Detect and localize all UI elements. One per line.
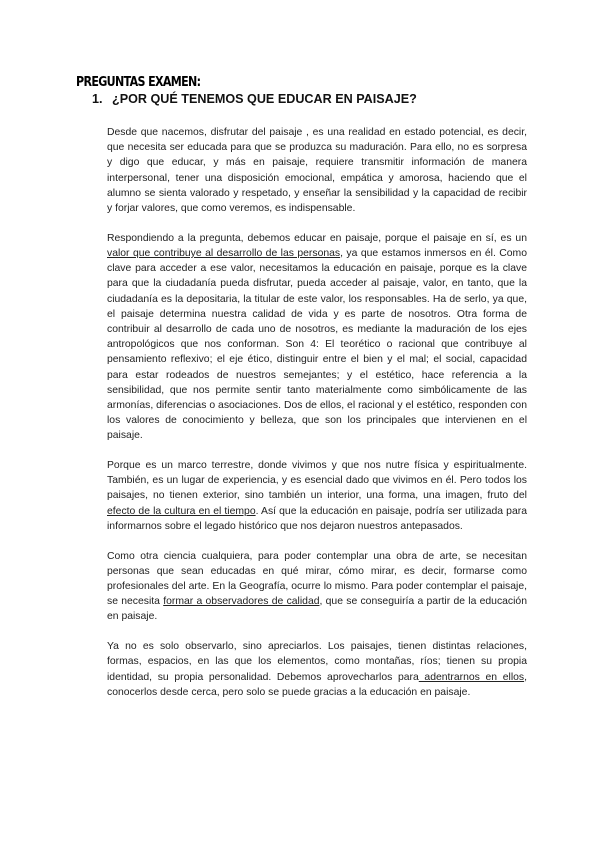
paragraph-1 <box>107 125 527 216</box>
paragraph-4-underlined: formar a observadores de calidad <box>163 596 320 608</box>
paragraph-2-text-b: , ya que estamos inmersos en él. Como clave para acceder a ese valor, necesitamos la educación en paisaje, porque es la clave para que la ciudadanía pueda disfrutar, pueda acceder al paisaje, valor, en tanto, que la ciudadanía es la depositaria, la titular de este valor, los responsables. Ha de serlo, ya que, el paisaje determina nuestra calidad de vida y es parte de nosotros. Otra forma de contribuir al desarrollo de cada uno de nosotros, es mediante la maduración de los ejes antropológicos que nos conforman. Son 4: El teorético o racional que contribuye al pensamiento reflexivo; el eje ético, distinguir entre el bien y el mal; el social, capacidad para estar rodeados de nuestros semejantes; y el estético, hace referencia a la sensibilidad, que nos permite sentir tanto materialmente como simbólicamente de las armonías, diferencias o asociaciones. Dos de ellos, el racional y el estético, responden con los valores de conocimiento y belleza, que son los principales que intervienen en el paisaje. <box>107 247 527 442</box>
paragraph-3-text-b: . Así que la educación en paisaje, podría ser utilizada para informarnos sobre el legado histórico que nos dejaron nuestros antepasados. <box>107 505 527 532</box>
paragraph-2-underlined: valor que contribuye al desarrollo de las personas <box>107 247 341 259</box>
paragraph-1-text: Desde que nacemos, disfrutar del paisaje , es una realidad en estado potencial, es decir, que necesita ser educada para que se produzca su maduración. Para ello, no es sorpresa y digo que educar, y más en paisaje, requiere transmitir información de manera interpersonal, tener una disposición emocional, empática y amorosa, haciendo que el alumno se sienta valorado y respetado, y enseñar la sensibilidad y la capacidad de recibir y forjar valores, que como veremos, es indispensable. <box>107 127 527 215</box>
question-text: ¿POR QUÉ TENEMOS QUE EDUCAR EN PAISAJE? <box>112 92 417 106</box>
paragraph-3-text-a: Porque es un marco terrestre, donde vivimos y que nos nutre física y espiritualmente. También, es un lugar de experiencia, y es esencial dado que vivimos en él. Pero todos los paisajes, no tienen exterior, sino también un interior, una forma, una imagen, fruto del <box>107 460 527 502</box>
paragraph-5-text-a: Ya no es solo observarlo, sino apreciarlos. Los paisajes, tienen distintas relaciones, formas, espacios, en las que los elementos, como montañas, ríos; tienen su propia identidad, su propia personalidad. Debemos aprovecharlos para <box>107 641 527 683</box>
paragraph-4-text-a: Como otra ciencia cualquiera, para poder contemplar una obra de arte, se necesitan personas que sean educadas en qué mirar, cómo mirar, es decir, formarse como profesionales del arte. En la Geografía, ocurre lo mismo. Para poder contemplar el paisaje, se necesita <box>107 550 527 608</box>
answer-body <box>107 125 527 714</box>
paragraph-5 <box>107 639 527 700</box>
paragraph-4-text-b: , que se conseguiría a partir de la educación en paisaje. <box>107 596 527 623</box>
page-title: PREGUNTAS EXAMEN: <box>76 74 201 90</box>
paragraph-2-text-a: Respondiendo a la pregunta, debemos educar en paisaje, porque el paisaje en sí, es un <box>107 232 527 244</box>
question-heading <box>92 92 417 106</box>
paragraph-4 <box>107 549 527 625</box>
question-number: 1. <box>92 92 103 106</box>
paragraph-3 <box>107 458 527 534</box>
paragraph-5-underlined: adentrarnos en ellos <box>418 671 525 683</box>
paragraph-3-underlined: efecto de la cultura en el tiempo <box>107 505 256 517</box>
paragraph-2 <box>107 231 527 444</box>
paragraph-5-text-b: , conocerlos desde cerca, pero solo se puede gracias a la educación en paisaje. <box>107 671 527 698</box>
